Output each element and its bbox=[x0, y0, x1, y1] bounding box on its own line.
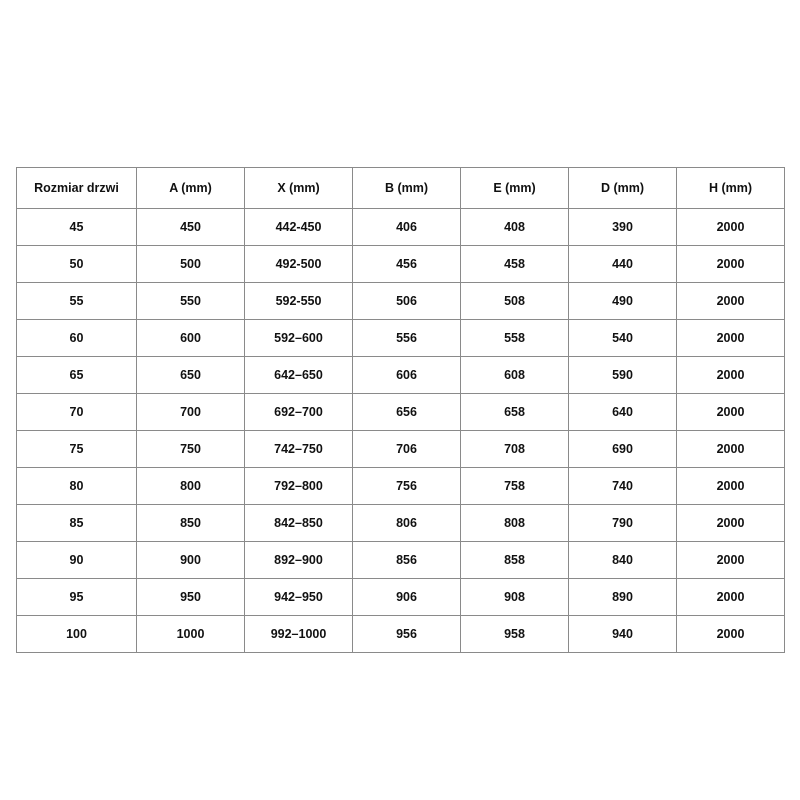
cell-x: 742–750 bbox=[245, 431, 353, 468]
cell-b: 456 bbox=[353, 246, 461, 283]
cell-a: 600 bbox=[137, 320, 245, 357]
cell-e: 608 bbox=[461, 357, 569, 394]
column-header-door-size: Rozmiar drzwi bbox=[17, 168, 137, 209]
cell-d: 390 bbox=[569, 209, 677, 246]
cell-a: 650 bbox=[137, 357, 245, 394]
cell-d: 590 bbox=[569, 357, 677, 394]
size-table-container bbox=[16, 167, 784, 653]
cell-a: 700 bbox=[137, 394, 245, 431]
cell-door-size: 70 bbox=[17, 394, 137, 431]
cell-door-size: 80 bbox=[17, 468, 137, 505]
cell-b: 506 bbox=[353, 283, 461, 320]
cell-x: 692–700 bbox=[245, 394, 353, 431]
cell-h: 2000 bbox=[677, 431, 785, 468]
cell-door-size: 45 bbox=[17, 209, 137, 246]
cell-a: 750 bbox=[137, 431, 245, 468]
cell-h: 2000 bbox=[677, 542, 785, 579]
cell-d: 790 bbox=[569, 505, 677, 542]
cell-e: 508 bbox=[461, 283, 569, 320]
column-header-h: H (mm) bbox=[677, 168, 785, 209]
table-row bbox=[17, 505, 785, 542]
table-row bbox=[17, 320, 785, 357]
cell-a: 450 bbox=[137, 209, 245, 246]
cell-door-size: 55 bbox=[17, 283, 137, 320]
cell-d: 440 bbox=[569, 246, 677, 283]
cell-x: 592-550 bbox=[245, 283, 353, 320]
column-header-e: E (mm) bbox=[461, 168, 569, 209]
column-header-d: D (mm) bbox=[569, 168, 677, 209]
cell-e: 908 bbox=[461, 579, 569, 616]
table-row bbox=[17, 246, 785, 283]
cell-b: 656 bbox=[353, 394, 461, 431]
table-header-row bbox=[17, 168, 785, 209]
cell-a: 550 bbox=[137, 283, 245, 320]
cell-x: 992–1000 bbox=[245, 616, 353, 653]
table-body bbox=[17, 209, 785, 653]
cell-a: 800 bbox=[137, 468, 245, 505]
cell-e: 558 bbox=[461, 320, 569, 357]
cell-d: 640 bbox=[569, 394, 677, 431]
door-size-table bbox=[16, 167, 785, 653]
cell-a: 1000 bbox=[137, 616, 245, 653]
cell-b: 556 bbox=[353, 320, 461, 357]
cell-d: 540 bbox=[569, 320, 677, 357]
cell-a: 500 bbox=[137, 246, 245, 283]
cell-x: 892–900 bbox=[245, 542, 353, 579]
cell-door-size: 95 bbox=[17, 579, 137, 616]
cell-b: 806 bbox=[353, 505, 461, 542]
table-header bbox=[17, 168, 785, 209]
cell-h: 2000 bbox=[677, 468, 785, 505]
cell-h: 2000 bbox=[677, 246, 785, 283]
table-row bbox=[17, 431, 785, 468]
cell-x: 642–650 bbox=[245, 357, 353, 394]
cell-h: 2000 bbox=[677, 579, 785, 616]
cell-x: 842–850 bbox=[245, 505, 353, 542]
cell-a: 950 bbox=[137, 579, 245, 616]
cell-e: 958 bbox=[461, 616, 569, 653]
table-row bbox=[17, 209, 785, 246]
cell-x: 492-500 bbox=[245, 246, 353, 283]
table-row bbox=[17, 283, 785, 320]
table-row bbox=[17, 616, 785, 653]
table-row bbox=[17, 542, 785, 579]
cell-door-size: 90 bbox=[17, 542, 137, 579]
cell-b: 956 bbox=[353, 616, 461, 653]
table-row bbox=[17, 394, 785, 431]
cell-x: 792–800 bbox=[245, 468, 353, 505]
cell-x: 442-450 bbox=[245, 209, 353, 246]
cell-e: 808 bbox=[461, 505, 569, 542]
cell-h: 2000 bbox=[677, 320, 785, 357]
cell-door-size: 50 bbox=[17, 246, 137, 283]
cell-b: 906 bbox=[353, 579, 461, 616]
cell-door-size: 60 bbox=[17, 320, 137, 357]
cell-h: 2000 bbox=[677, 283, 785, 320]
column-header-x: X (mm) bbox=[245, 168, 353, 209]
cell-door-size: 75 bbox=[17, 431, 137, 468]
cell-e: 758 bbox=[461, 468, 569, 505]
cell-d: 490 bbox=[569, 283, 677, 320]
column-header-a: A (mm) bbox=[137, 168, 245, 209]
cell-d: 690 bbox=[569, 431, 677, 468]
cell-h: 2000 bbox=[677, 357, 785, 394]
cell-h: 2000 bbox=[677, 394, 785, 431]
table-row bbox=[17, 468, 785, 505]
cell-h: 2000 bbox=[677, 209, 785, 246]
cell-a: 900 bbox=[137, 542, 245, 579]
cell-x: 592–600 bbox=[245, 320, 353, 357]
table-row bbox=[17, 357, 785, 394]
cell-b: 406 bbox=[353, 209, 461, 246]
cell-h: 2000 bbox=[677, 505, 785, 542]
cell-b: 856 bbox=[353, 542, 461, 579]
cell-e: 858 bbox=[461, 542, 569, 579]
cell-d: 740 bbox=[569, 468, 677, 505]
cell-x: 942–950 bbox=[245, 579, 353, 616]
cell-door-size: 65 bbox=[17, 357, 137, 394]
cell-e: 708 bbox=[461, 431, 569, 468]
cell-h: 2000 bbox=[677, 616, 785, 653]
cell-b: 706 bbox=[353, 431, 461, 468]
cell-a: 850 bbox=[137, 505, 245, 542]
cell-e: 458 bbox=[461, 246, 569, 283]
cell-d: 890 bbox=[569, 579, 677, 616]
cell-door-size: 85 bbox=[17, 505, 137, 542]
cell-b: 606 bbox=[353, 357, 461, 394]
cell-b: 756 bbox=[353, 468, 461, 505]
column-header-b: B (mm) bbox=[353, 168, 461, 209]
cell-d: 940 bbox=[569, 616, 677, 653]
cell-e: 408 bbox=[461, 209, 569, 246]
cell-door-size: 100 bbox=[17, 616, 137, 653]
table-row bbox=[17, 579, 785, 616]
cell-e: 658 bbox=[461, 394, 569, 431]
cell-d: 840 bbox=[569, 542, 677, 579]
